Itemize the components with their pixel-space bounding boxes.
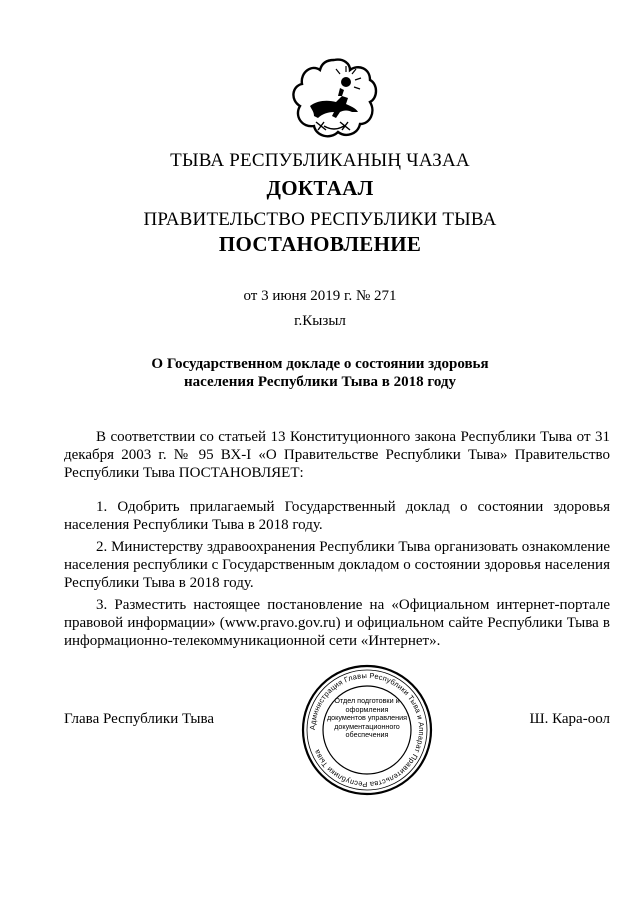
item-3-paragraph: 3. Разместить настоящее постановление на «Официальном интернет-портале правовой информации» (www.pravo.gov.ru) и официальном сайте Республики Тыва в информационно-телекоммуникационной сети «Интернет».: [64, 597, 610, 649]
header-russian-resolution: ПОСТАНОВЛЕНИЕ: [218, 232, 422, 256]
item-2-paragraph: 2. Министерству здравоохранения Республики Тыва организовать ознакомление населения республики с Государственным докладом о состоянии здоровья населения Республики Тыва в 2018 году.: [64, 539, 610, 591]
document-city: г.Кызыл: [294, 313, 346, 329]
coat-of-arms-emblem: [288, 56, 380, 144]
header-russian-government: ПРАВИТЕЛЬСТВО РЕСПУБЛИКИ ТЫВА: [143, 209, 497, 230]
document-title-line2: населения Республики Тыва в 2018 году: [183, 374, 456, 390]
header-tuvan-resolution: ДОКТААЛ: [266, 176, 374, 200]
official-round-stamp: [300, 663, 434, 797]
document-date-number: от 3 июня 2019 г. № 271: [243, 288, 397, 304]
header-tuvan-government: ТЫВА РЕСПУБЛИКАНЫҢ ЧАЗАА: [170, 150, 470, 171]
stamp-center-text: Отдел подготовки и оформления документов управления документационного обеспечения: [326, 697, 408, 740]
item-1-paragraph: 1. Одобрить прилагаемый Государственный доклад о состоянии здоровья населения Республики Тыва в 2018 году.: [64, 499, 610, 533]
stamp-ring-text: Администрация Главы Республики Тыва и Аппарат Правительства Республики Тыва: [307, 670, 427, 790]
signature-position: Глава Республики Тыва: [64, 711, 215, 727]
document-body: [64, 428, 610, 650]
signature-name: Ш. Кара-оол: [529, 711, 610, 727]
document-title-line1: О Государственном докладе о состоянии здоровья: [151, 356, 489, 372]
preamble-paragraph: В соответствии со статьей 13 Конституционного закона Республики Тыва от 31 декабря 2003 г. № 95 ВХ-I «О Правительстве Республики Тыва» Правительство Республики Тыва ПОСТАНОВЛЯЕТ:: [64, 429, 610, 481]
